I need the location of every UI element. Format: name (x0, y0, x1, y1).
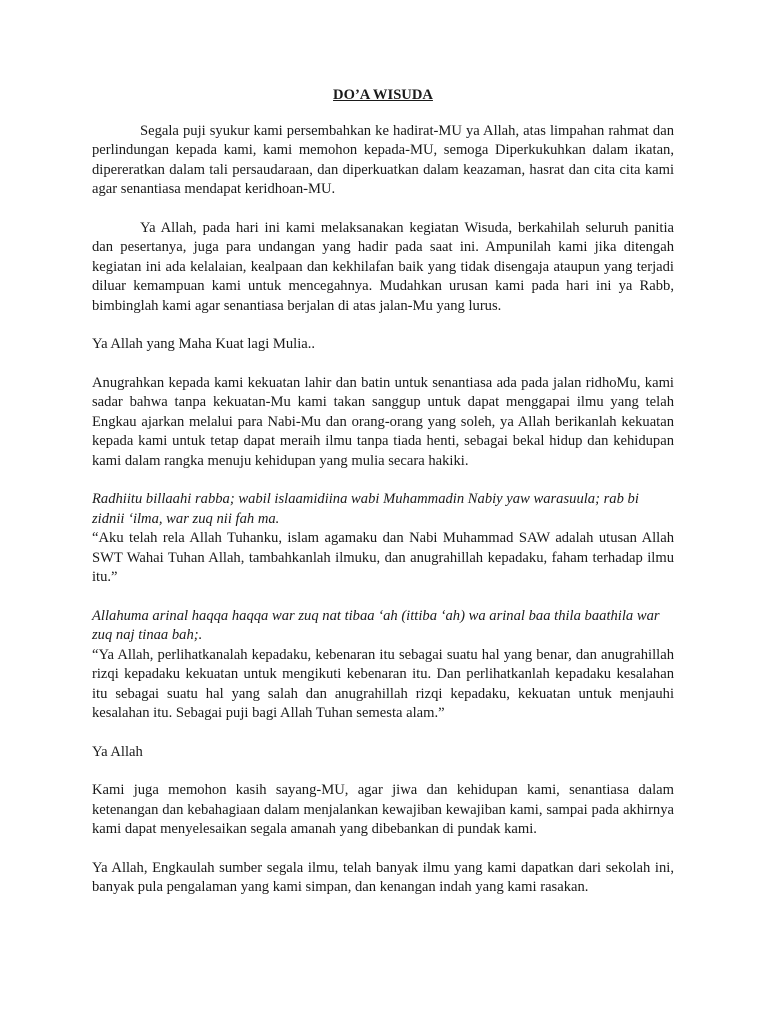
prayer2-transliteration: Allahuma arinal haqqa haqqa war zuq nat tibaa ‘ah (ittiba ‘ah) wa arinal baa thila baathila war zuq naj tinaa bah;. (92, 607, 660, 643)
prayer1-translation: “Aku telah rela Allah Tuhanku, islam agamaku dan Nabi Muhammad SAW adalah utusan Allah SWT Wahai Tuhan Allah, tambahkanlah ilmuku, dan anugrahillah kepadaku, faham terhadap ilmu itu.” (92, 530, 674, 585)
paragraph-compassion: Kami juga memohon kasih sayang-MU, agar jiwa dan kehidupan kami, senantiasa dalam ketenangan dan kebahagiaan dalam menjalankan kewajiban kewajiban kami, sampai pada akhirnya kami dapat menyelesaikan segala amanah yang dibebankan di pundak kami. (92, 782, 674, 837)
document-page (92, 86, 674, 917)
paragraph-knowledge: Ya Allah, Engkaulah sumber segala ilmu, telah banyak ilmu yang kami dapatkan dari sekolah ini, banyak pula pengalaman yang kami simpan, dan kenangan indah yang kami rasakan. (92, 859, 674, 895)
paragraph-ya-allah: Ya Allah (92, 743, 143, 760)
paragraph-strength: Anugrahkan kepada kami kekuatan lahir dan batin untuk senantiasa ada pada jalan ridhoMu, kami sadar bahwa tanpa kekuatan-Mu kami takan sanggup untuk dapat menggapai ilmu yang telah Engkau ajarkan melalui para Nabi-Mu dan orang-orang yang soleh, ya Allah berikanlah kekuatan kepada kami untuk tetap dapat meraih ilmu tanpa tiada henti, sebagai bekal hidup dan kehidupan kami dalam rangka menuju kehidupan yang mulia secara hakiki. (92, 374, 674, 469)
prayer2-translation: “Ya Allah, perlihatkanalah kepadaku, kebenaran itu sebagai suatu hal yang benar, dan anugrahillah rizqi kepadaku kekuatan untuk mengikuti kebenaran itu. Dan perlihatkanlah kepadaku kesalahan itu sebagai suatu hal yang salah dan anugrahillah rizqi kepadaku, kekuatan untuk menjauhi kesalahan itu. Sebagai puji bagi Allah Tuhan semesta alam.” (92, 646, 674, 721)
prayer1-transliteration: Radhiitu billaahi rabba; wabil islaamidiina wabi Muhammadin Nabiy yaw warasuula; rab bi zidnii ‘ilma, war zuq nii fah ma. (92, 491, 639, 527)
paragraph-invocation: Ya Allah yang Maha Kuat lagi Mulia.. (92, 336, 316, 352)
paragraph-wisuda: Ya Allah, pada hari ini kami melaksanakan kegiatan Wisuda, berkahilah seluruh panitia dan pesertanya, juga para undangan yang hadir pada saat ini. Ampunilah kami jika ditengah kegiatan ini ada kelalaian, kealpaan dan kekhilafan baik yang tidak disengaja ataupun yang terjadi diluar kemampuan kami untuk mencegahnya. Mudahkan urusan kami pada hari ini ya Rabb, bimbinglah kami agar senantiasa berjalan di atas jalan-Mu yang lurus. (92, 219, 674, 314)
paragraph-opening: Segala puji syukur kami persembahkan ke hadirat-MU ya Allah, atas limpahan rahmat dan perlindungan kepada kami, kami memohon kepada-MU, semoga Diperkukuhkan dalam ikatan, dipereratkan dalam tali persaudaraan, dan diperkuatkan dalam keazaman, hasrat dan cita cita kami agar senantiasa mendapat keridhoan-MU. (92, 122, 674, 197)
document-title: DO’A WISUDA (333, 87, 433, 103)
